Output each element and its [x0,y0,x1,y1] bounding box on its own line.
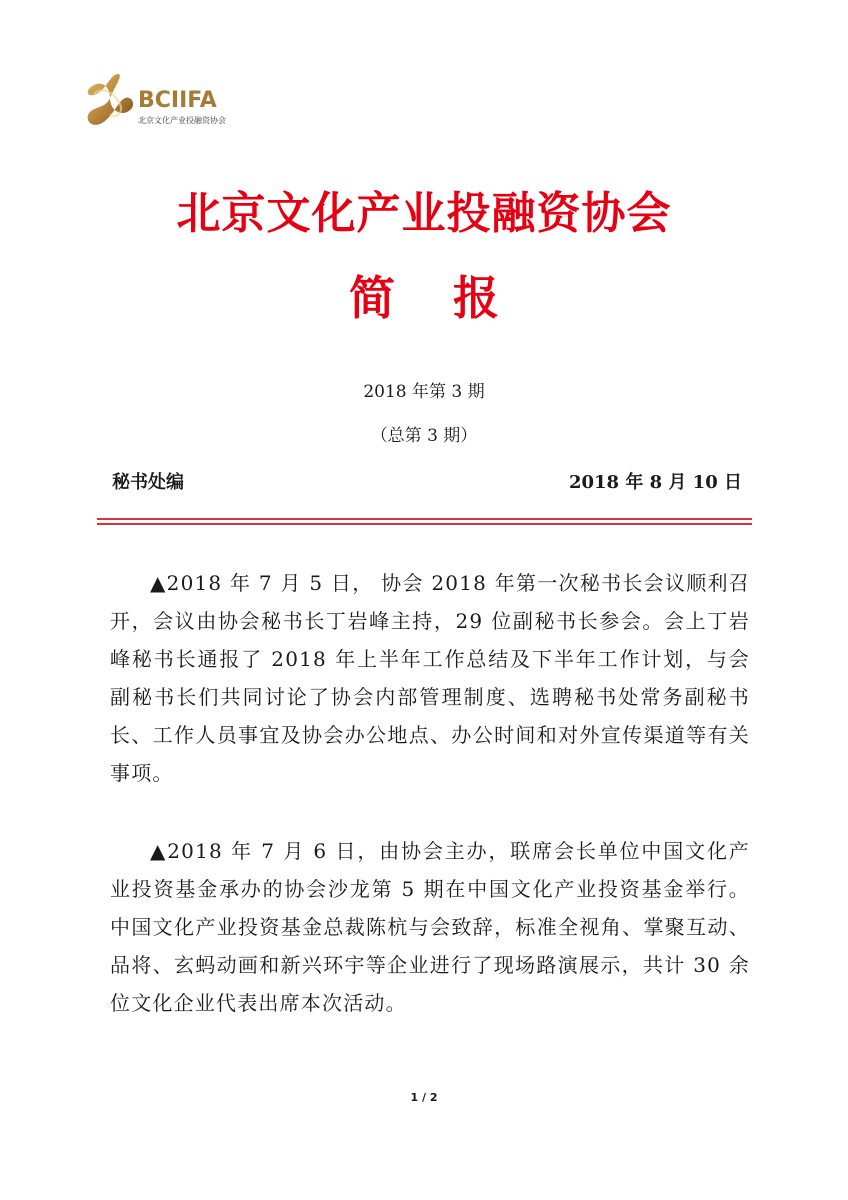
bciifa-logo [80,70,250,132]
document-title: 北京文化产业投融资协会 [176,188,672,239]
logo-wordmark: BCIIFA [138,88,217,113]
logo-knot-icon [80,70,136,132]
editor-label: 秘书处编 [112,472,184,493]
page-number: 1 / 2 [410,1091,438,1104]
document-subtitle [0,268,848,328]
publish-date: 2018 年 8 月 10 日 [568,472,742,493]
news-paragraph-1: ▲2018 年 7 月 5 日， 协会 2018 年第一次秘书长会议顺利召开，会议由协会秘书长丁岩峰主持，29 位副秘书长参会。会上丁岩峰秘书长通报了 2018 年上半年工作总结及下半年工作计划，与会副秘书长们共同讨论了协会内部管理制度、选聘秘书处常务副秘书长、工作人员事宜及协会办公地点、办公时间和对外宣传渠道等有关事项。 [110,571,750,785]
header-rule-bottom [97,523,752,525]
logo-subtext: 北京文化产业投融资协会 [138,116,226,125]
header-rule-top [97,518,752,520]
issue-number: 2018 年第 3 期 [363,382,485,402]
subtitle-char-right: 报 [453,271,499,325]
issue-total: （总第 3 期） [370,426,478,446]
news-paragraph-2: ▲2018 年 7 月 6 日，由协会主办，联席会长单位中国文化产业投资基金承办的协会沙龙第 5 期在中国文化产业投资基金举行。中国文化产业投资基金总裁陈杭与会致辞，标准全视角、掌聚互动、品将、玄蚂动画和新兴环宇等企业进行了现场路演展示，共计 30 余位文化企业代表出席本次活动。 [110,839,750,1015]
subtitle-char-left: 简 [349,271,395,325]
